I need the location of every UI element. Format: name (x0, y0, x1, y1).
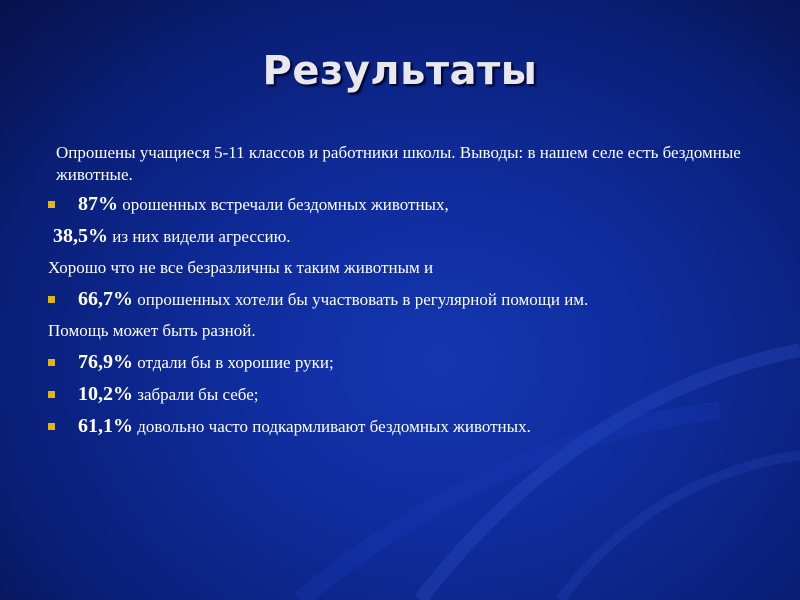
percent-value: 76,9% (78, 351, 133, 373)
list-item (48, 383, 748, 406)
item-text: довольно часто подкармливают бездомных животных. (133, 417, 531, 436)
percent-value: 87% (78, 193, 118, 215)
intro-paragraph: Опрошены учащиеся 5-11 классов и работники школы. Выводы: в нашем селе есть бездомные животные. (56, 143, 741, 184)
percent-value: 61,1% (78, 415, 133, 437)
item-text: из них видели агрессию. (108, 227, 291, 246)
square-bullet-icon (48, 359, 55, 366)
percent-value: 10,2% (78, 383, 133, 405)
list-item (48, 257, 748, 279)
percent-value: 38,5% (53, 225, 108, 247)
item-text: отдали бы в хорошие руки; (133, 353, 334, 372)
item-text: Хорошо что не все безразличны к таким животным и (48, 258, 434, 277)
slide-title: Результаты (262, 48, 538, 94)
list-item (48, 193, 748, 216)
list-item (48, 320, 748, 342)
item-text: Помощь может быть разной. (48, 321, 256, 340)
item-text: орошенных встречали бездомных животных, (118, 195, 449, 214)
square-bullet-icon (48, 296, 55, 303)
square-bullet-icon (48, 391, 55, 398)
list-item (48, 351, 748, 374)
list-item (48, 415, 748, 438)
item-text: забрали бы себе; (133, 385, 259, 404)
list-item (48, 288, 748, 311)
square-bullet-icon (48, 423, 55, 430)
square-bullet-icon (48, 201, 55, 208)
list-item (48, 225, 748, 248)
percent-value: 66,7% (78, 288, 133, 310)
item-text: опрошенных хотели бы участвовать в регулярной помощи им. (133, 290, 589, 309)
slide-body (48, 142, 748, 438)
